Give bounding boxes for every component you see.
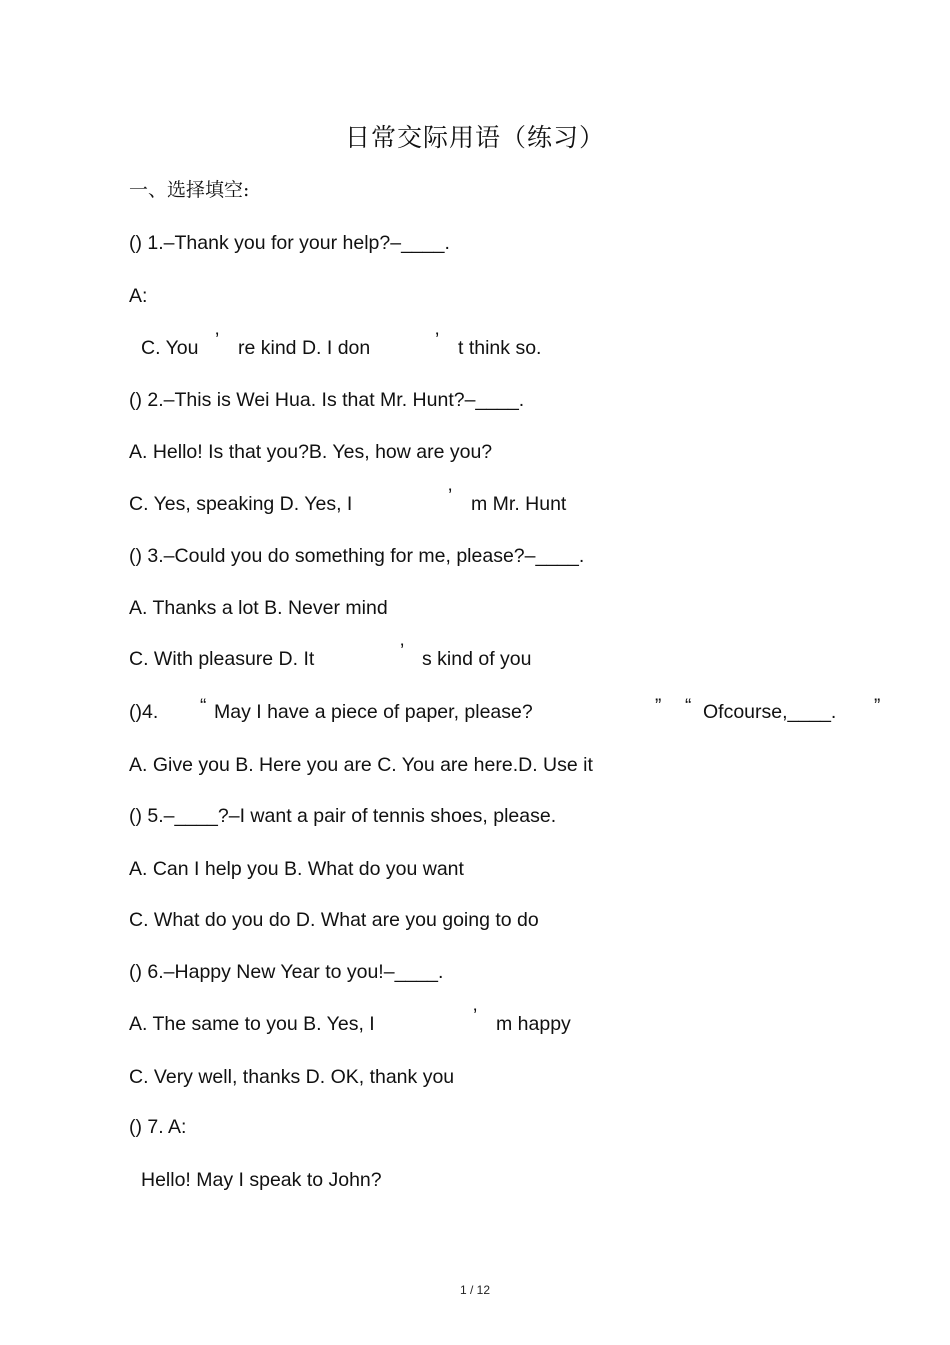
option-line-ab: A. Can I help you B. What do you want xyxy=(129,858,464,880)
question-4-answer: Ofcourse,____. xyxy=(703,701,837,723)
option-line-cd-part: C. With pleasure D. It xyxy=(129,648,315,670)
question-4-number: ()4. xyxy=(129,701,159,723)
option-line-ab-part: m happy xyxy=(496,1013,571,1035)
close-quote-glyph: ” xyxy=(874,696,881,717)
option-line-cd-part: s kind of you xyxy=(422,648,532,670)
open-quote-glyph: “ xyxy=(685,696,692,717)
question-6: () 6.–Happy New Year to you!–____. xyxy=(129,961,444,983)
close-quote-glyph: ” xyxy=(655,696,662,717)
apostrophe-glyph: ’ xyxy=(448,486,453,507)
section-heading: 一、选择填空: xyxy=(129,179,250,201)
option-line-ab: A. Thanks a lot B. Never mind xyxy=(129,597,388,619)
option-line-cd-part: C. Yes, speaking D. Yes, I xyxy=(129,493,353,515)
option-line-a: A: xyxy=(129,285,148,307)
question-7: () 7. A: xyxy=(129,1116,187,1138)
document-title: 日常交际用语（练习） xyxy=(344,123,605,152)
option-line-ab: A. Hello! Is that you?B. Yes, how are you? xyxy=(129,441,493,463)
apostrophe-glyph: ’ xyxy=(400,641,405,662)
option-line-cd: C. Very well, thanks D. OK, thank you xyxy=(129,1066,455,1088)
option-line-c-part: C. You xyxy=(141,337,199,359)
open-quote-glyph: “ xyxy=(200,696,207,717)
option-line-cd-part: m Mr. Hunt xyxy=(471,493,567,515)
option-line-cd: C. What do you do D. What are you going to do xyxy=(129,909,539,931)
option-line-c-part: re kind D. I don xyxy=(238,337,371,359)
option-line-ab-part: A. The same to you B. Yes, I xyxy=(129,1013,375,1035)
page-number: 1 / 12 xyxy=(459,1283,491,1297)
option-line-abcd: A. Give you B. Here you are C. You are here.D. Use it xyxy=(129,754,593,776)
question-2: () 2.–This is Wei Hua. Is that Mr. Hunt?–____. xyxy=(129,389,525,411)
apostrophe-glyph: ’ xyxy=(473,1006,478,1027)
question-3: () 3.–Could you do something for me, please?–____. xyxy=(129,545,585,567)
option-line-c-part: t think so. xyxy=(458,337,542,359)
apostrophe-glyph: ’ xyxy=(215,330,220,351)
apostrophe-glyph: ’ xyxy=(435,330,440,351)
question-7-text: Hello! May I speak to John? xyxy=(141,1169,382,1191)
question-4-text: May I have a piece of paper, please? xyxy=(214,701,533,723)
question-5: () 5.–____?–I want a pair of tennis shoes, please. xyxy=(129,805,557,827)
question-1: () 1.–Thank you for your help?–____. xyxy=(129,232,450,254)
